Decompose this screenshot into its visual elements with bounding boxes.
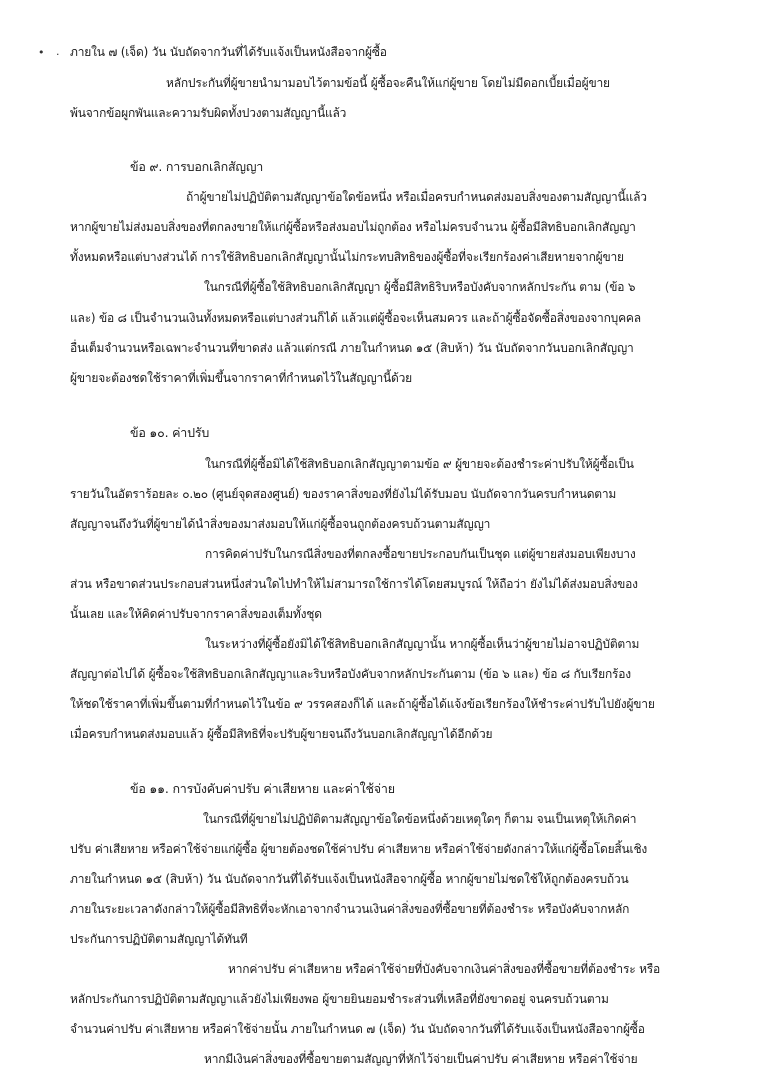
- text-line: ภายใน ๗ (เจ็ด) วัน นับถัดจากวันที่ได้รับแจ้งเป็นหนังสือจากผู้ซื้อ: [70, 45, 387, 59]
- text-line: การคิดค่าปรับในกรณีสิ่งของที่ตกลงซื้อขายประกอบกันเป็นชุด แต่ผู้ขายส่งมอบเพียงบาง: [205, 547, 636, 561]
- text-line: พ้นจากข้อผูกพันและความรับผิดทั้งปวงตามสัญญานี้แล้ว: [70, 106, 347, 120]
- text-line: เมื่อครบกำหนดส่งมอบแล้ว ผู้ซื้อมีสิทธิที่จะปรับผู้ขายจนถึงวันบอกเลิกสัญญาได้อีกด้วย: [70, 727, 493, 741]
- text-line: ประกันการปฏิบัติตามสัญญาได้ทันที: [70, 932, 248, 946]
- text-line: และ) ข้อ ๘ เป็นจำนวนเงินทั้งหมดหรือแต่บางส่วนก็ได้ แล้วแต่ผู้ซื้อจะเห็นสมควร และถ้าผู้ซื้อจัดซื้อสิ่งของจากบุคคล: [70, 311, 641, 325]
- text-line: ในระหว่างที่ผู้ซื้อยังมิได้ใช้สิทธิบอกเลิกสัญญานั้น หากผู้ซื้อเห็นว่าผู้ขายไม่อาจปฏิบัติตาม: [205, 637, 640, 651]
- text-line: นั้นเลย และให้คิดค่าปรับจากราคาสิ่งของเต็มทั้งชุด: [70, 607, 322, 621]
- text-line: ผู้ขายจะต้องชดใช้ราคาที่เพิ่มขึ้นจากราคาที่กำหนดไว้ในสัญญานี้ด้วย: [70, 371, 412, 385]
- section-heading-10: ข้อ ๑๐. ค่าปรับ: [130, 425, 210, 440]
- text-line: หลักประกันการปฏิบัติตามสัญญาแล้วยังไม่เพียงพอ ผู้ขายยินยอมชำระส่วนที่เหลือที่ยังขาดอยู่ จนครบถ้วนตาม: [70, 992, 609, 1006]
- text-line: หากค่าปรับ ค่าเสียหาย หรือค่าใช้จ่ายที่บังคับจากเงินค่าสิ่งของที่ซื้อขายที่ต้องชำระ หรือ: [228, 962, 661, 976]
- text-line: ถ้าผู้ขายไม่ปฏิบัติตามสัญญาข้อใดข้อหนึ่ง หรือเมื่อครบกำหนดส่งมอบสิ่งของตามสัญญานี้แล้ว: [186, 190, 647, 204]
- text-line: ภายในกำหนด ๑๕ (สิบห้า) วัน นับถัดจากวันที่ได้รับแจ้งเป็นหนังสือจากผู้ซื้อ หากผู้ขายไม่ชดใช้ให้ถูกต้องครบถ้วน: [70, 872, 629, 886]
- text-line: ในกรณีที่ผู้ซื้อใช้สิทธิบอกเลิกสัญญา ผู้ซื้อมีสิทธิริบหรือบังคับจากหลักประกัน ตาม (ข้อ ๖: [204, 280, 636, 294]
- text-line: จำนวนค่าปรับ ค่าเสียหาย หรือค่าใช้จ่ายนั้น ภายในกำหนด ๗ (เจ็ด) วัน นับถัดจากวันที่ได้รับแจ้งเป็นหนังสือจากผู้ซื้อ: [70, 1022, 645, 1036]
- text-line: ในกรณีที่ผู้ซื้อมิได้ใช้สิทธิบอกเลิกสัญญาตามข้อ ๙ ผู้ขายจะต้องชำระค่าปรับให้ผู้ซื้อเป็น: [205, 457, 634, 471]
- text-line: ปรับ ค่าเสียหาย หรือค่าใช้จ่ายแก่ผู้ซื้อ ผู้ขายต้องชดใช้ค่าปรับ ค่าเสียหาย หรือค่าใช้จ่ายดังกล่าวให้แก่ผู้ซื้อโดยสิ้นเชิง: [70, 842, 648, 856]
- margin-mark: •: [38, 46, 45, 59]
- text-line: หากมีเงินค่าสิ่งของที่ซื้อขายตามสัญญาที่หักไว้จ่ายเป็นค่าปรับ ค่าเสียหาย หรือค่าใช้จ่าย: [204, 1052, 638, 1066]
- text-line: ทั้งหมดหรือแต่บางส่วนได้ การใช้สิทธิบอกเลิกสัญญานั้นไม่กระทบสิทธิของผู้ซื้อที่จะเรียกร้องค่าเสียหายจากผู้ขาย: [70, 250, 624, 264]
- section-heading-9: ข้อ ๙. การบอกเลิกสัญญา: [130, 159, 264, 174]
- text-line: สัญญาต่อไปได้ ผู้ซื้อจะใช้สิทธิบอกเลิกสัญญาและริบหรือบังคับจากหลักประกันตาม (ข้อ ๖ และ) ข้อ ๘ กับเรียกร้อง: [70, 667, 631, 681]
- text-line: หากผู้ขายไม่ส่งมอบสิ่งของที่ตกลงขายให้แก่ผู้ซื้อหรือส่งมอบไม่ถูกต้อง หรือไม่ครบจำนวน ผู้ซื้อมีสิทธิบอกเลิกสัญญา: [70, 220, 636, 234]
- text-line: รายวันในอัตราร้อยละ ๐.๒๐ (ศูนย์จุดสองศูนย์) ของราคาสิ่งของที่ยังไม่ได้รับมอบ นับถัดจากวันครบกำหนดตาม: [70, 487, 617, 501]
- text-line: อื่นเต็มจำนวนหรือเฉพาะจำนวนที่ขาดส่ง แล้วแต่กรณี ภายในกำหนด ๑๕ (สิบห้า) วัน นับถัดจากวันบอกเลิกสัญญา: [70, 341, 634, 355]
- text-line: สัญญาจนถึงวันที่ผู้ขายได้นำสิ่งของมาส่งมอบให้แก่ผู้ซื้อจนถูกต้องครบถ้วนตามสัญญา: [70, 517, 491, 531]
- text-line: ภายในระยะเวลาดังกล่าวให้ผู้ซื้อมีสิทธิที่จะหักเอาจากจำนวนเงินค่าสิ่งของที่ซื้อขายที่ต้องชำระ หรือบังคับจากหลัก: [70, 902, 630, 916]
- margin-mark: ·: [56, 48, 60, 61]
- text-line: ส่วน หรือขาดส่วนประกอบส่วนหนึ่งส่วนใดไปทำให้ไม่สามารถใช้การได้โดยสมบูรณ์ ให้ถือว่า ยังไม่ได้ส่งมอบสิ่งของ: [70, 577, 638, 591]
- section-heading-11: ข้อ ๑๑. การบังคับค่าปรับ ค่าเสียหาย และค่าใช้จ่าย: [130, 781, 395, 796]
- text-line: ในกรณีที่ผู้ขายไม่ปฏิบัติตามสัญญาข้อใดข้อหนึ่งด้วยเหตุใดๆ ก็ตาม จนเป็นเหตุให้เกิดค่า: [203, 812, 637, 826]
- text-line: ให้ชดใช้ราคาที่เพิ่มขึ้นตามที่กำหนดไว้ในข้อ ๙ วรรคสองก็ได้ และถ้าผู้ซื้อได้แจ้งข้อเรียกร้องให้ชำระค่าปรับไปยังผู้ขาย: [70, 697, 655, 711]
- text-line: หลักประกันที่ผู้ขายนำมามอบไว้ตามข้อนี้ ผู้ซื้อจะคืนให้แก่ผู้ขาย โดยไม่มีดอกเบี้ยเมื่อผู้ขาย: [166, 76, 610, 90]
